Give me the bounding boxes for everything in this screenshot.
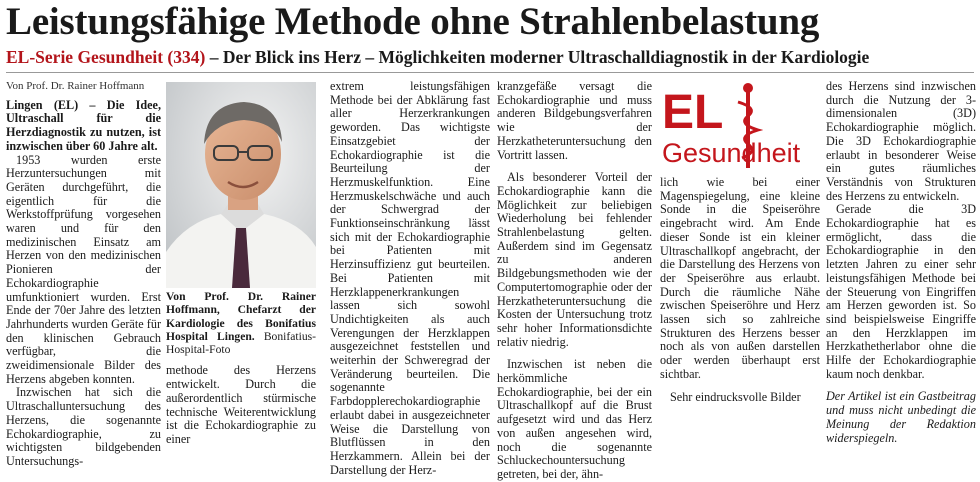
byline: Von Prof. Dr. Rainer Hoffmann (6, 80, 145, 92)
paragraph: kranzgefäße versagt die Echokardiographie und muss anderen Bildgebungsverfahren wie der Herzkatheteruntersuchung den Vortritt lassen. (497, 79, 652, 162)
paragraph: Inzwischen ist neben die herkömmliche Echokardiographie, bei der ein Ultraschallkopf auf die Brust aufgesetzt wird und das Herz von außen angesehen wird, noch die sogenannte Schluckechountersuchung getreten, bei der, ähn- (497, 357, 652, 481)
series-label: EL-Serie Gesundheit (334) (6, 47, 206, 67)
headline: Leistungsfähige Methode ohne Strahlenbelastung (6, 0, 820, 43)
column-1 (6, 80, 161, 468)
subheadline-text: – Der Blick ins Herz – Möglichkeiten moderner Ultraschalldiagnostik in der Kardiologie (205, 47, 870, 67)
paragraph: Gerade die 3D Echokardiographie hat es ermöglicht, dass die Echokardiographie in den letzten Jahren zu einer sehr leistungsfähigen Methode bei der Steuerung von Eingriffen am Herzen geworden ist. So sind beispielsweise Eingriffe an den Herzklappen im Herzkathetherlabor ohne die Hilfe der Echokardiographie kaum noch denkbar. (826, 202, 976, 381)
photo-credit: Bonifatius-Hospital-Foto (166, 329, 316, 357)
logo-word-text: Gesundheit (662, 138, 801, 168)
photo-caption (166, 290, 316, 356)
author-photo (166, 82, 316, 288)
paragraph: extrem leistungsfähigen Methode bei der Abklärung fast aller Herzerkrankungen geworden. Das wichtigste Einsatzgebiet der Echokardiographie ist die Beurteilung der Herzmuskelfunktion. Eine Herzmuskelschwäche und auch der Schwergrad der Funktionseinschränkung lässt sich mit der Echokardiographie bei Patienten mit Herzinsuffizienz gut beurteilen. Bei Patienten mit Herzklappenerkrankungen lassen sich sowohl Undichtigkeiten als auch Verengungen der Herzklappen ausgezeichnet feststellen und weiterhin der Schweregrad der Veränderung beurteilen. Die sogenannte Farbdopplerechokardiographie erlaubt dabei in ausgezeichneter Weise die Darstellung von Blutflüssen in den Herzkammern. Allein bei der Darstellung der Herz- (330, 79, 490, 477)
el-gesundheit-logo (660, 82, 822, 172)
column-5 (660, 176, 820, 421)
column-2 (166, 290, 316, 446)
column-4 (497, 79, 652, 481)
lead-paragraph: Lingen (EL) – Die Idee, Ultraschall für die Herzdiagnostik zu nutzen, ist inzwischen über 60 Jahre alt. (6, 97, 161, 153)
subheadline (6, 46, 978, 68)
paragraph: 1953 wurden erste Herzuntersuchungen mit Geräten durchgeführt, die eigentlich für die Werkstoffprüfung vorgesehen waren und für den medizinischen Einsatz am Herzen von den medizinischen Pionieren der Echokardiographie umfunktioniert wurden. Erst Ende der 70er Jahre des letzten Jahrhunderts wurden Geräte für den klinischen Gebrauch verfügbar, die zweidimensionale Bilder des Herzens abgeben konnten. (6, 152, 161, 386)
caption-bold: Von Prof. Dr. Rainer Hoffmann, Chefarzt der Kardiologie des Bonifatius Hospital Lingen. (166, 290, 316, 343)
paragraph: lich wie bei einer Magenspiegelung, eine kleine Sonde in die Speiseröhre eingebracht wird. Am Ende dieser Sonde ist ein kleiner Ultraschallkopf angebracht, der die Darstellung des Herzens von der Speiseröhre aus erlaubt. Durch die räumliche Nähe zwischen Speiseröhre und Herz lassen sich so zahlreiche Strukturen des Herzens besser noch als von außen darstellen oder werden überhaupt erst sichtbar. (660, 175, 820, 381)
paragraph: Sehr eindrucksvolle Bilder (670, 389, 801, 404)
paragraph: Inzwischen hat sich die Ultraschalluntersuchung des Herzens, die sogenannte Echokardiographie, zu wichtigsten bildgebenden Untersuchungs- (6, 385, 161, 468)
paragraph: methode des Herzens entwickelt. Durch die außerordentlich stürmische technische Weiterentwicklung ist die Echokardiographie zu einer (166, 363, 316, 446)
logo-el-text: EL (662, 86, 724, 139)
divider (6, 72, 974, 73)
editorial-note: Der Artikel ist ein Gastbeitrag und muss nicht unbedingt die Meinung der Redaktion widerspiegeln. (826, 389, 976, 445)
paragraph: des Herzens sind inzwischen durch die Nutzung der 3-dimensionalen (3D) Echokardiographie möglich. Die 3D Echokardiographie erlaubt in besonderer Weise ein gutes räumliches Verständnis von Strukturen des Herzens zu entwickeln. (826, 79, 976, 203)
column-3 (330, 79, 490, 477)
column-6 (826, 79, 976, 445)
paragraph: Als besonderer Vorteil der Echokardiographie kann die Möglichkeit zur beliebigen Wiederholung bei fehlender Strahlenbelastung gelten. Außerdem sind im Gegensatz zu anderen Bildgebungsmethoden wie der Computertomographie oder der Herzkatheteruntersuchung die Kosten der Untersuchung trotz sehr hoher Informationsdichte relativ niedrig. (497, 170, 652, 349)
